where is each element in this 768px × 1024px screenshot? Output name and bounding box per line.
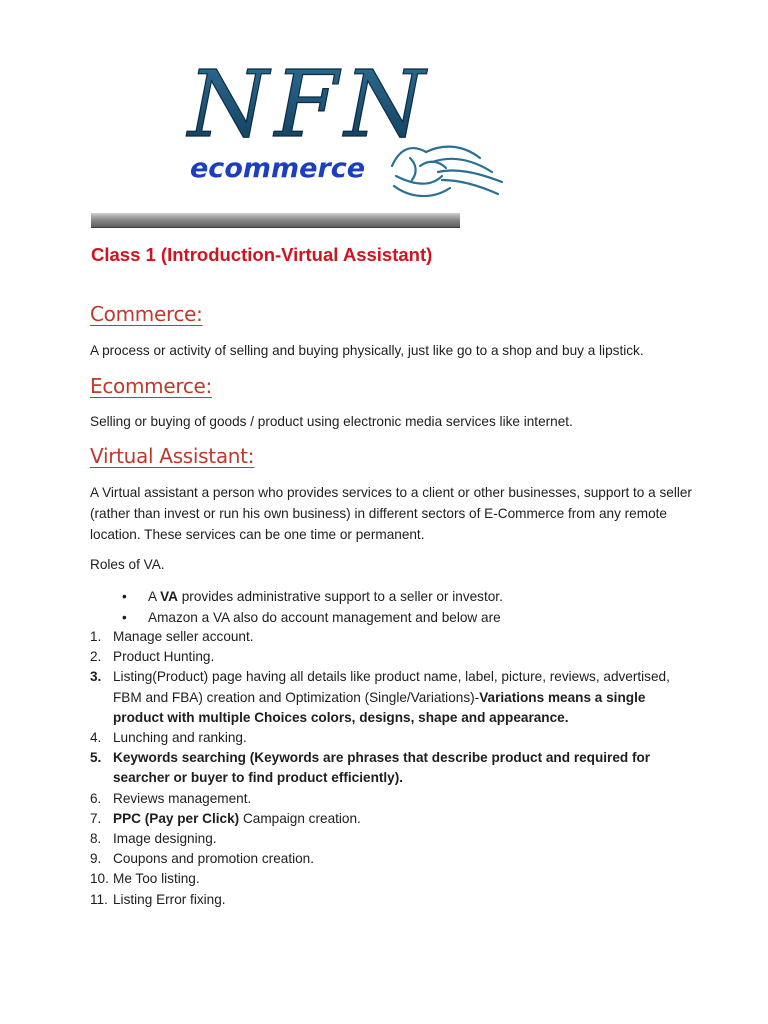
- list-item: 5. Keywords searching (Keywords are phrases that describe product and required for searcher or buyer to find product efficiently).: [90, 750, 651, 786]
- ecommerce-heading: Ecommerce:: [90, 374, 212, 398]
- list-item: 10. Me Too listing.: [90, 871, 200, 887]
- class-title: Class 1 (Introduction-Virtual Assistant): [91, 244, 433, 265]
- ecommerce-definition: Selling or buying of goods / product using electronic media services like internet.: [90, 414, 573, 429]
- logo-graphic: [180, 48, 520, 208]
- roles-label: Roles of VA.: [90, 557, 165, 572]
- logo-sub-text: ecommerce: [190, 153, 366, 184]
- list-item: 1. Manage seller account.: [90, 629, 254, 644]
- logo-main-text: NFN: [188, 51, 431, 158]
- bullet-item: • A VA provides administrative support to a seller or investor.: [148, 586, 503, 607]
- commerce-heading: Commerce:: [90, 302, 203, 326]
- list-item: 7. PPC (Pay per Click) Campaign creation.: [90, 810, 361, 826]
- bullet-dot-icon: •: [122, 610, 127, 625]
- va-roles-list: [90, 627, 670, 910]
- virtual-assistant-definition: A Virtual assistant a person who provides services to a client or other businesses, support to a seller (rather than invest or run his own business) in different sectors of E-Commerce from any remote location. These services can be one time or permanent.: [90, 485, 692, 542]
- header-divider-bar: [91, 213, 460, 228]
- list-item: 11. Listing Error fixing.: [90, 891, 226, 907]
- list-item: 2. Product Hunting.: [90, 649, 215, 665]
- bullet-dot-icon: •: [122, 589, 127, 604]
- list-item: 9. Coupons and promotion creation.: [90, 851, 315, 867]
- list-item: 8. Image designing.: [90, 831, 217, 847]
- list-item: 6. Reviews management.: [90, 790, 252, 806]
- commerce-definition: A process or activity of selling and buying physically, just like go to a shop and buy a lipstick.: [90, 343, 644, 358]
- bullet-item: • Amazon a VA also do account management and below are: [148, 607, 503, 628]
- list-item: 3. Listing(Product) page having all details like product name, label, picture, reviews, advertised, FBM and FBA) creation and Optimization (Single/Variations)-Variations means a single product with multiple Choices colors, designs, shape and appearance.: [90, 669, 670, 725]
- list-item: 4. Lunching and ranking.: [90, 730, 247, 746]
- va-bullet-list: [122, 586, 503, 628]
- nfn-ecommerce-logo: [180, 48, 520, 208]
- virtual-assistant-heading: Virtual Assistant:: [90, 444, 255, 468]
